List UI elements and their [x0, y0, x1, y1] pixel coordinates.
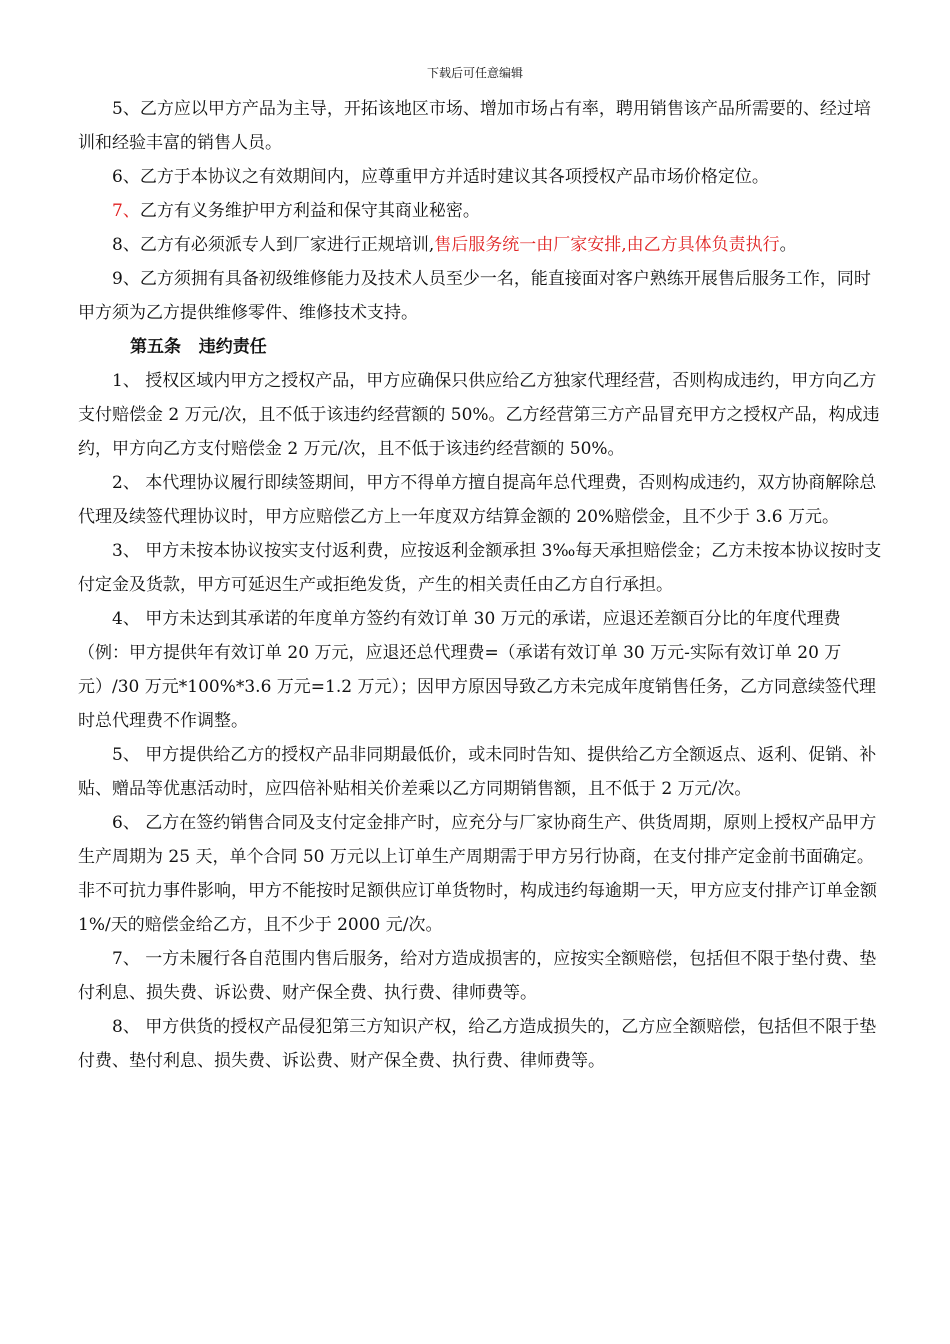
paragraph-text: 。	[779, 235, 797, 255]
paragraph-text: 9、乙方须拥有具备初级维修能力及技术人员至少一名，能直接面对客户熟练开展售后服务工作，同时甲方须为乙方提供维修零件、维修技术支持。	[78, 269, 871, 323]
clause: 8、 甲方供货的授权产品侵犯第三方知识产权，给乙方造成损失的，乙方应全额赔偿，包括但不限于垫付费、垫付利息、损失费、诉讼费、财产保全费、执行费、律师费等。	[78, 1017, 877, 1071]
section-heading	[78, 330, 886, 364]
paragraph	[78, 228, 886, 262]
document-body	[78, 92, 886, 1078]
clause: 1、 授权区域内甲方之授权产品，甲方应确保只供应给乙方独家代理经营，否则构成违约，甲方向乙方支付赔偿金 2 万元/次，且不低于该违约经营额的 50%。乙方经营第三方产品冒充甲方之授权产品，构成违约，甲方向乙方支付赔偿金 2 万元/次，且不低于该违约经营额的 50%。	[78, 371, 880, 459]
clause: 2、 本代理协议履行即续签期间，甲方不得单方擅自提高年总代理费，否则构成违约，双方协商解除总代理及续签代理协议时，甲方应赔偿乙方上一年度双方结算金额的 20%赔偿金，且不少于 3.6 万元。	[78, 473, 877, 527]
section-number: 第五条	[130, 337, 181, 357]
paragraph	[78, 92, 886, 160]
clause: 6、 乙方在签约销售合同及支付定金排产时，应充分与厂家协商生产、供货周期，原则上授权产品甲方生产周期为 25 天，单个合同 50 万元以上订单生产周期需于甲方另行协商，在支付排产定金前书面确定。非不可抗力事件影响，甲方不能按时足额供应订单货物时，构成违约每逾期一天，甲方应支付排产订单金额 1%/天的赔偿金给乙方，且不少于 2000 元/次。	[78, 813, 877, 935]
paragraph-text: 乙方有义务维护甲方利益和保守其商业秘密。	[139, 201, 480, 221]
clause: 4、 甲方未达到其承诺的年度单方签约有效订单 30 万元的承诺，应退还差额百分比的年度代理费（例：甲方提供年有效订单 20 万元，应退还总代理费=（承诺有效订单 30 万元-实际有效订单 20 万元）/30 万元*100%*3.6 万元=1.2 万元）；因甲方原因导致乙方未完成年度销售任务，乙方同意续签代理时总代理费不作调整。	[78, 609, 876, 731]
paragraph	[78, 262, 886, 330]
paragraph-highlight: 售后服务统一由厂家安排,由乙方具体负责执行	[434, 235, 780, 255]
page-header: 下载后可任意编辑	[426, 66, 523, 80]
paragraph	[78, 160, 886, 194]
paragraph-number-highlight: 7、	[112, 201, 140, 221]
section-title: 违约责任	[198, 337, 267, 357]
clause: 5、 甲方提供给乙方的授权产品非同期最低价，或未同时告知、提供给乙方全额返点、返利、促销、补贴、赠品等优惠活动时，应四倍补贴相关价差乘以乙方同期销售额，且不低于 2 万元/次。	[78, 745, 877, 799]
clause: 3、 甲方未按本协议按实支付返利费，应按返利金额承担 3‰每天承担赔偿金；乙方未按本协议按时支付定金及货款，甲方可延迟生产或拒绝发货，产生的相关责任由乙方自行承担。	[78, 541, 882, 595]
paragraph-text: 6、乙方于本协议之有效期间内，应尊重甲方并适时建议其各项授权产品市场价格定位。	[112, 167, 769, 187]
paragraph-text: 5、乙方应以甲方产品为主导，开拓该地区市场、增加市场占有率，聘用销售该产品所需要的、经过培训和经验丰富的销售人员。	[78, 99, 871, 153]
clause: 7、 一方未履行各自范围内售后服务，给对方造成损害的，应按实全额赔偿，包括但不限于垫付费、垫付利息、损失费、诉讼费、财产保全费、执行费、律师费等。	[78, 949, 877, 1003]
paragraph-text: 8、乙方有必须派专人到厂家进行正规培训,	[112, 235, 435, 255]
paragraph	[78, 194, 886, 228]
